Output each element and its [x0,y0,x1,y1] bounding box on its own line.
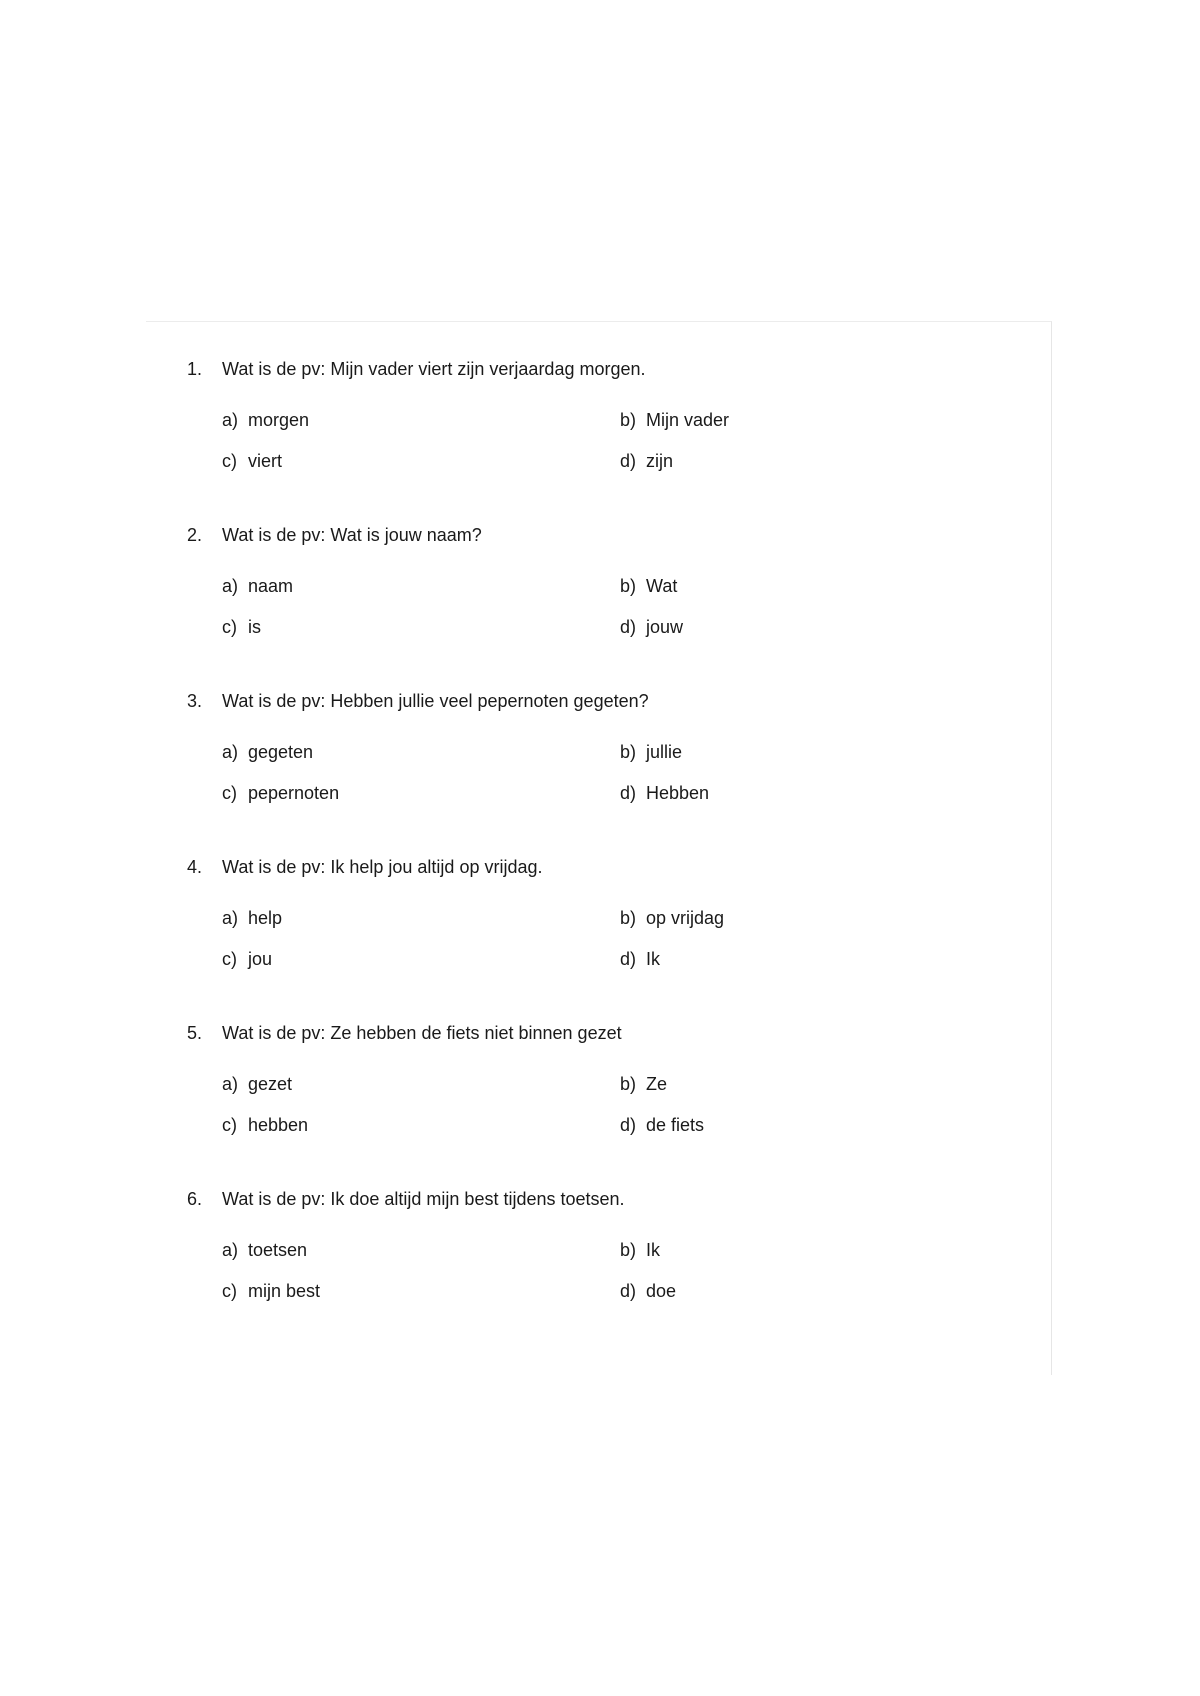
option-letter: c) [222,1281,237,1301]
option-text: op vrijdag [646,908,725,928]
option-text: Ik [646,1240,661,1260]
option-letter: b) [620,576,637,596]
option-letter: a) [222,1074,239,1094]
question-number: 4. [187,857,203,877]
option-letter: d) [620,1115,637,1135]
option-d[interactable] [620,782,709,804]
option-letter: d) [620,451,637,471]
option-letter: c) [222,617,237,637]
option-letter: a) [222,1240,239,1260]
option-a[interactable] [222,409,309,431]
question-text: Wat is de pv: Ik doe altijd mijn best tijdens toetsen. [222,1189,625,1209]
option-text: hebben [248,1115,309,1135]
option-text: is [248,617,261,637]
question-text: Wat is de pv: Ik help jou altijd op vrijdag. [222,857,543,877]
option-b[interactable] [620,575,677,597]
question-2 [146,524,1052,664]
option-b[interactable] [620,1239,660,1261]
option-letter: c) [222,949,237,969]
option-letter: b) [620,1074,637,1094]
option-text: gegeten [248,742,314,762]
option-text: Ik [646,949,661,969]
option-letter: b) [620,410,637,430]
question-6 [146,1188,1052,1328]
worksheet-page [146,321,1052,1375]
option-a[interactable] [222,1239,307,1261]
option-text: zijn [646,451,674,471]
option-d[interactable] [620,948,660,970]
option-letter: b) [620,1240,637,1260]
option-c[interactable] [222,616,261,638]
option-text: Hebben [646,783,710,803]
option-b[interactable] [620,907,724,929]
option-text: naam [248,576,294,596]
option-text: jouw [646,617,684,637]
question-text: Wat is de pv: Mijn vader viert zijn verjaardag morgen. [222,359,646,379]
question-5 [146,1022,1052,1162]
option-letter: d) [620,949,637,969]
option-letter: a) [222,908,239,928]
option-a[interactable] [222,741,313,763]
option-text: doe [646,1281,677,1301]
option-a[interactable] [222,907,282,929]
option-c[interactable] [222,1114,308,1136]
option-letter: a) [222,742,239,762]
option-d[interactable] [620,1114,704,1136]
option-text: toetsen [248,1240,308,1260]
option-c[interactable] [222,1280,320,1302]
option-b[interactable] [620,741,682,763]
option-text: mijn best [248,1281,321,1301]
option-text: jou [248,949,273,969]
option-d[interactable] [620,616,683,638]
option-text: jullie [646,742,683,762]
option-letter: a) [222,576,239,596]
question-text: Wat is de pv: Hebben jullie veel pepernoten gegeten? [222,691,649,711]
question-number: 2. [187,525,203,545]
option-d[interactable] [620,450,673,472]
option-letter: c) [222,1115,237,1135]
question-4 [146,856,1052,996]
option-text: morgen [248,410,310,430]
question-1 [146,358,1052,498]
option-text: help [248,908,283,928]
question-text: Wat is de pv: Ze hebben de fiets niet binnen gezet [222,1023,622,1043]
option-letter: d) [620,1281,637,1301]
option-b[interactable] [620,409,729,431]
option-text: gezet [248,1074,293,1094]
question-text: Wat is de pv: Wat is jouw naam? [222,525,482,545]
question-number: 3. [187,691,203,711]
question-number: 6. [187,1189,203,1209]
option-letter: d) [620,617,637,637]
option-text: Wat [646,576,678,596]
option-c[interactable] [222,948,272,970]
option-letter: b) [620,742,637,762]
option-a[interactable] [222,575,293,597]
option-a[interactable] [222,1073,292,1095]
option-text: de fiets [646,1115,705,1135]
option-c[interactable] [222,450,282,472]
option-letter: c) [222,451,237,471]
option-b[interactable] [620,1073,667,1095]
option-letter: d) [620,783,637,803]
option-d[interactable] [620,1280,676,1302]
option-letter: c) [222,783,237,803]
option-letter: a) [222,410,239,430]
question-3 [146,690,1052,830]
option-c[interactable] [222,782,339,804]
question-number: 5. [187,1023,203,1043]
option-text: pepernoten [248,783,340,803]
option-text: viert [248,451,283,471]
option-text: Ze [646,1074,668,1094]
option-text: Mijn vader [646,410,730,430]
option-letter: b) [620,908,637,928]
question-number: 1. [187,359,203,379]
